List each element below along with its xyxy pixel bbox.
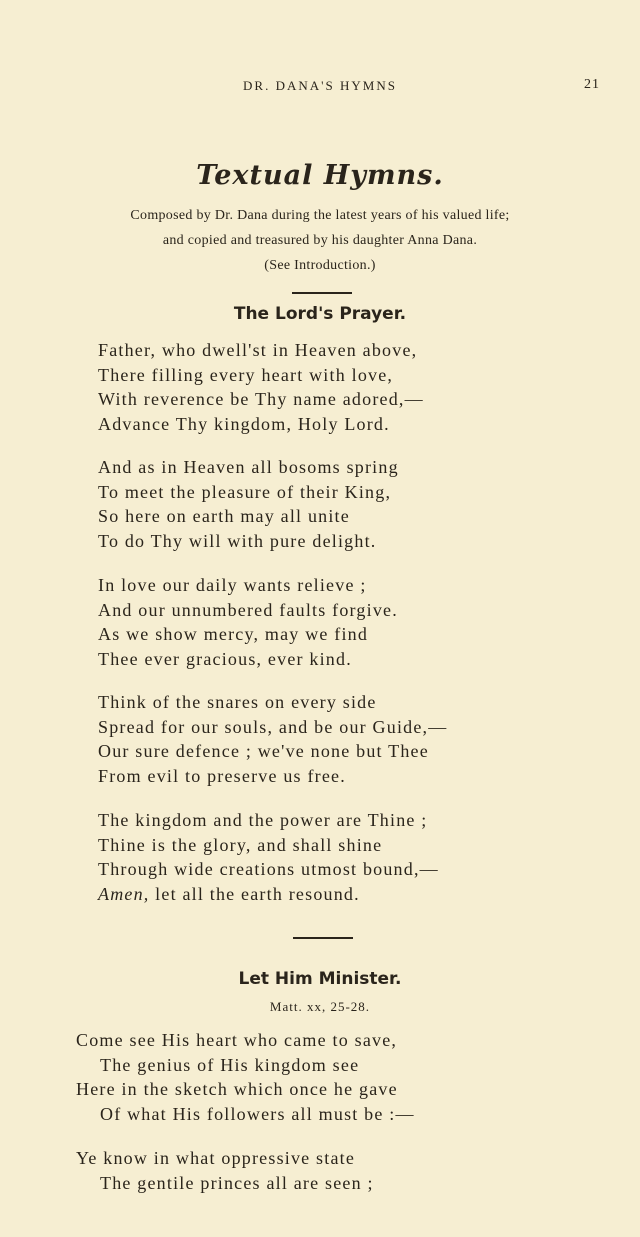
verse-line: From evil to preserve us free.: [98, 766, 346, 787]
verse-line: [98, 882, 439, 907]
verse-line: Think of the snares on every side: [98, 692, 377, 712]
hymn-title: The Lord's Prayer.: [233, 304, 407, 324]
verse-line: The kingdom and the power are Thine ;: [98, 810, 428, 830]
hymn-title: Let Him Minister.: [238, 969, 402, 989]
verse-line: Thine is the glory, and shall shine: [98, 834, 383, 855]
verse-line: Of what His followers all must be :—: [100, 1104, 415, 1125]
scripture-reference: Matt. xx, 25-28.: [269, 999, 371, 1014]
running-title: DR. DANA'S HYMNS: [243, 78, 397, 93]
subtitle-line: Composed by Dr. Dana during the latest years of his valued life;: [130, 208, 510, 223]
verse-line: Thee ever gracious, ever kind.: [98, 649, 352, 670]
verse-line: As we show mercy, may we find: [98, 624, 369, 645]
verse-line: To meet the pleasure of their King,: [98, 481, 392, 502]
stanza: [98, 573, 398, 672]
verse-line: There filling every heart with love,: [98, 364, 394, 385]
amen-word: Amen,: [98, 884, 150, 905]
verse-line: The gentile princes all are seen ;: [100, 1172, 374, 1193]
verse-line: So here on earth may all unite: [98, 506, 350, 527]
stanza: [76, 1146, 374, 1195]
verse-line: And our unnumbered faults forgive.: [98, 599, 398, 620]
divider: [293, 937, 353, 939]
verse-line: Father, who dwell'st in Heaven above,: [98, 340, 418, 360]
stanza: [98, 808, 439, 907]
subtitle-line: and copied and treasured by his daughter Anna Dana.: [162, 233, 478, 248]
verse-line: The genius of His kingdom see: [100, 1054, 360, 1075]
verse-line: Advance Thy kingdom, Holy Lord.: [98, 414, 390, 435]
verse-line: To do Thy will with pure delight.: [98, 531, 377, 552]
verse-line: Spread for our souls, and be our Guide,—: [98, 716, 448, 737]
stanza: [98, 455, 399, 554]
page-number: 21: [584, 77, 600, 92]
stanza: [98, 690, 447, 789]
subtitle-line: (See Introduction.): [264, 258, 376, 273]
verse-line: Our sure defence ; we've none but Thee: [98, 741, 429, 762]
verse-line: In love our daily wants relieve ;: [98, 575, 367, 595]
verse-line: Ye know in what oppressive state: [76, 1148, 356, 1168]
verse-line: Here in the sketch which once he gave: [76, 1079, 398, 1100]
verse-line: Come see His heart who came to save,: [76, 1030, 398, 1050]
stanza: [76, 1028, 415, 1127]
page-title: Textual Hymns.: [196, 160, 444, 191]
verse-line-rest: let all the earth resound.: [149, 884, 360, 905]
divider: [292, 292, 352, 294]
stanza: [98, 338, 424, 437]
verse-line: Through wide creations utmost bound,—: [98, 859, 439, 880]
verse-line: And as in Heaven all bosoms spring: [98, 457, 399, 477]
verse-line: With reverence be Thy name adored,—: [98, 389, 424, 410]
